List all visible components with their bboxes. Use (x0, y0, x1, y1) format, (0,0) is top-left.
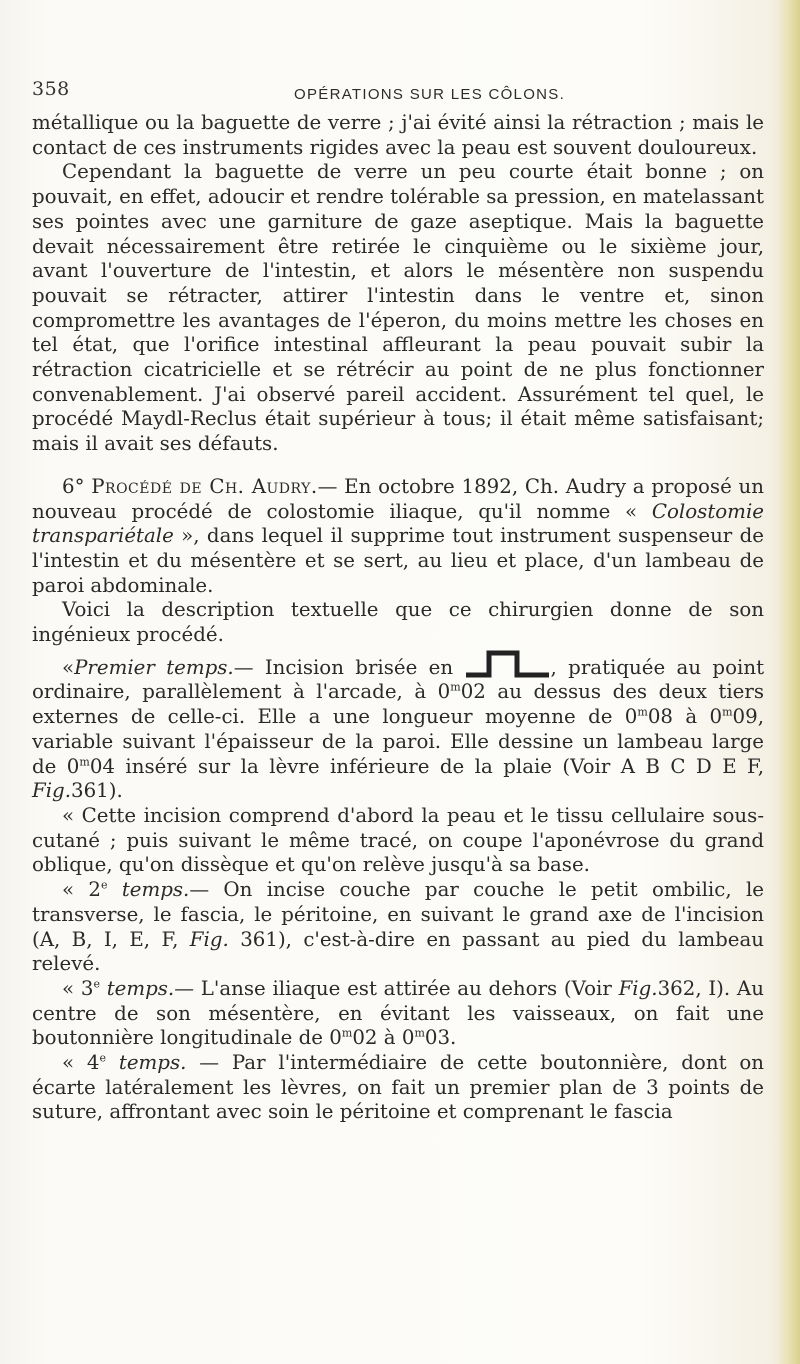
paragraph-7-end: 361), c'est-à-dire en passant au pied du lambeau relevé. (32, 927, 764, 976)
unit-meter: m (450, 680, 461, 694)
paragraph-8-text-d: 03. (424, 1026, 457, 1050)
unit-meter: m (79, 754, 90, 768)
step-label-2: temps. (121, 878, 190, 902)
page-number: 358 (32, 78, 70, 100)
step-number-2: « 2 (62, 878, 101, 902)
paragraph-8-text: — L'anse iliaque est attirée au dehors (Voir (174, 976, 612, 1000)
figure-ref: Fig. (189, 927, 229, 951)
paragraph-2: Cependant la baguette de verre un peu courte était bonne ; on pouvait, en effet, adoucir et rendre tolérable sa pression, en matelassant ses pointes avec une garniture de gaze aseptique. Mais la baguette devait nécessairement être retirée le cinquième ou le sixième jour, avant l'ouverture de l'intestin, et alors le mésentère non suspendu pouvait se rétracter, attirer l'intestin dans le ventre et, sinon compromettre les avantages de l'éperon, du moins mettre les choses en tel état, que l'orifice intestinal affleurant la peau pouvait subir la rétraction cicatricielle et se rétrécir au point de ne plus fonctionner convenablement. J'ai observé pareil accident. Assurément tel quel, le procédé Maydl-Reclus était supérieur à tous; il était même satisfaisant; mais il avait ses défauts. (32, 160, 764, 456)
ordinal-suffix: e (101, 878, 108, 892)
paragraph-8 (32, 977, 764, 1051)
paragraph-5 (32, 648, 764, 804)
paragraph-5-text-e: 09, variable suivant l'épaisseur de la paroi. Elle dessine un lambeau large de 0 (32, 705, 764, 778)
paragraph-7 (32, 878, 764, 977)
paragraph-5-text-g: 361). (71, 779, 123, 803)
unit-meter: m (414, 1026, 425, 1040)
broken-incision-figure (465, 648, 551, 678)
ordinal-suffix: e (99, 1051, 107, 1065)
step-number-4: « 4 (62, 1051, 100, 1075)
paragraph-6: « Cette incision comprend d'abord la peau et le tissu cellulaire sous-cutané ; puis suivant le même tracé, on coupe l'aponévrose du grand oblique, qu'on dissèque et qu'on relève jusqu'à sa base. (32, 803, 764, 877)
step-label-3: temps. (106, 976, 175, 1000)
quote-mark: « (62, 655, 75, 679)
paragraph-3-text-b: », dans lequel il supprime tout instrument suspenseur de l'intestin et du mésentère et se sert, au lieu et place, d'un lambeau de paroi abdominale. (32, 524, 764, 597)
paragraph-5-text-b: , pratiquée au point ordinaire, parallèlement à l'arcade, à 0 (32, 655, 765, 704)
step-label-4: temps. (118, 1051, 187, 1075)
ordinal-suffix: e (93, 977, 100, 991)
paragraph-9-text: — Par l'intermédiaire de cette boutonnière, dont on écarte latéralement les lèvres, on fait un premier plan de 3 points de suture, affrontant avec soin le péritoine et comprenant le fascia (32, 1051, 765, 1124)
step-number-3: « 3 (62, 976, 94, 1000)
figure-ref: Fig. (618, 976, 658, 1000)
unit-meter: m (722, 705, 733, 719)
paragraph-3-text-a: — En octobre 1892, Ch. Audry a proposé un nouveau procédé de colostomie iliaque, qu'il nomme « (32, 474, 764, 523)
paragraph-8-text-b: 362, I). Au centre de son mésentère, en évitant les vaisseaux, on fait une boutonnière longitudinale de 0 (32, 976, 764, 1050)
unit-meter: m (637, 705, 648, 719)
paragraph-8-text-c: 02 à 0 (352, 1026, 415, 1050)
running-head: OPÉRATIONS SUR LES CÔLONS. (294, 86, 566, 103)
paragraph-3 (32, 475, 764, 599)
paragraph-9 (32, 1051, 764, 1125)
page-header (0, 78, 800, 108)
paragraph-1: métallique ou la baguette de verre ; j'ai évité ainsi la rétraction ; mais le contact de ces instruments rigides avec la peau est souvent douloureux. (32, 111, 764, 159)
paragraph-5-text-d: 08 à 0 (647, 705, 723, 729)
section-number: 6° (62, 474, 85, 498)
paragraph-5-text-f: 04 inséré sur la lèvre inférieure de la plaie (Voir A B C D E F, (89, 754, 764, 778)
unit-meter: m (341, 1026, 353, 1040)
paragraph-5-text-a: — Incision brisée en (233, 655, 454, 679)
paragraph-7-text: — On incise couche par couche le petit ombilic, le transverse, le fascia, le péritoine, en suivant le grand axe de l'incision (A, B, I, E, F, (32, 878, 764, 951)
page-edge-shadow (778, 0, 800, 1364)
section-heading: Procédé de Ch. Audry. (91, 474, 318, 498)
paragraph-4: Voici la description textuelle que ce chirurgien donne de son ingénieux procédé. (32, 598, 764, 647)
step-label-1: Premier temps. (74, 655, 234, 679)
paragraph-5-text-c: 02 au dessus des deux tiers externes de celle-ci. Elle a une longueur moyenne de 0 (32, 680, 764, 729)
body-text (32, 111, 764, 1125)
procedure-name: Colostomie transpariétale (32, 499, 764, 548)
figure-ref: Fig. (32, 779, 72, 803)
